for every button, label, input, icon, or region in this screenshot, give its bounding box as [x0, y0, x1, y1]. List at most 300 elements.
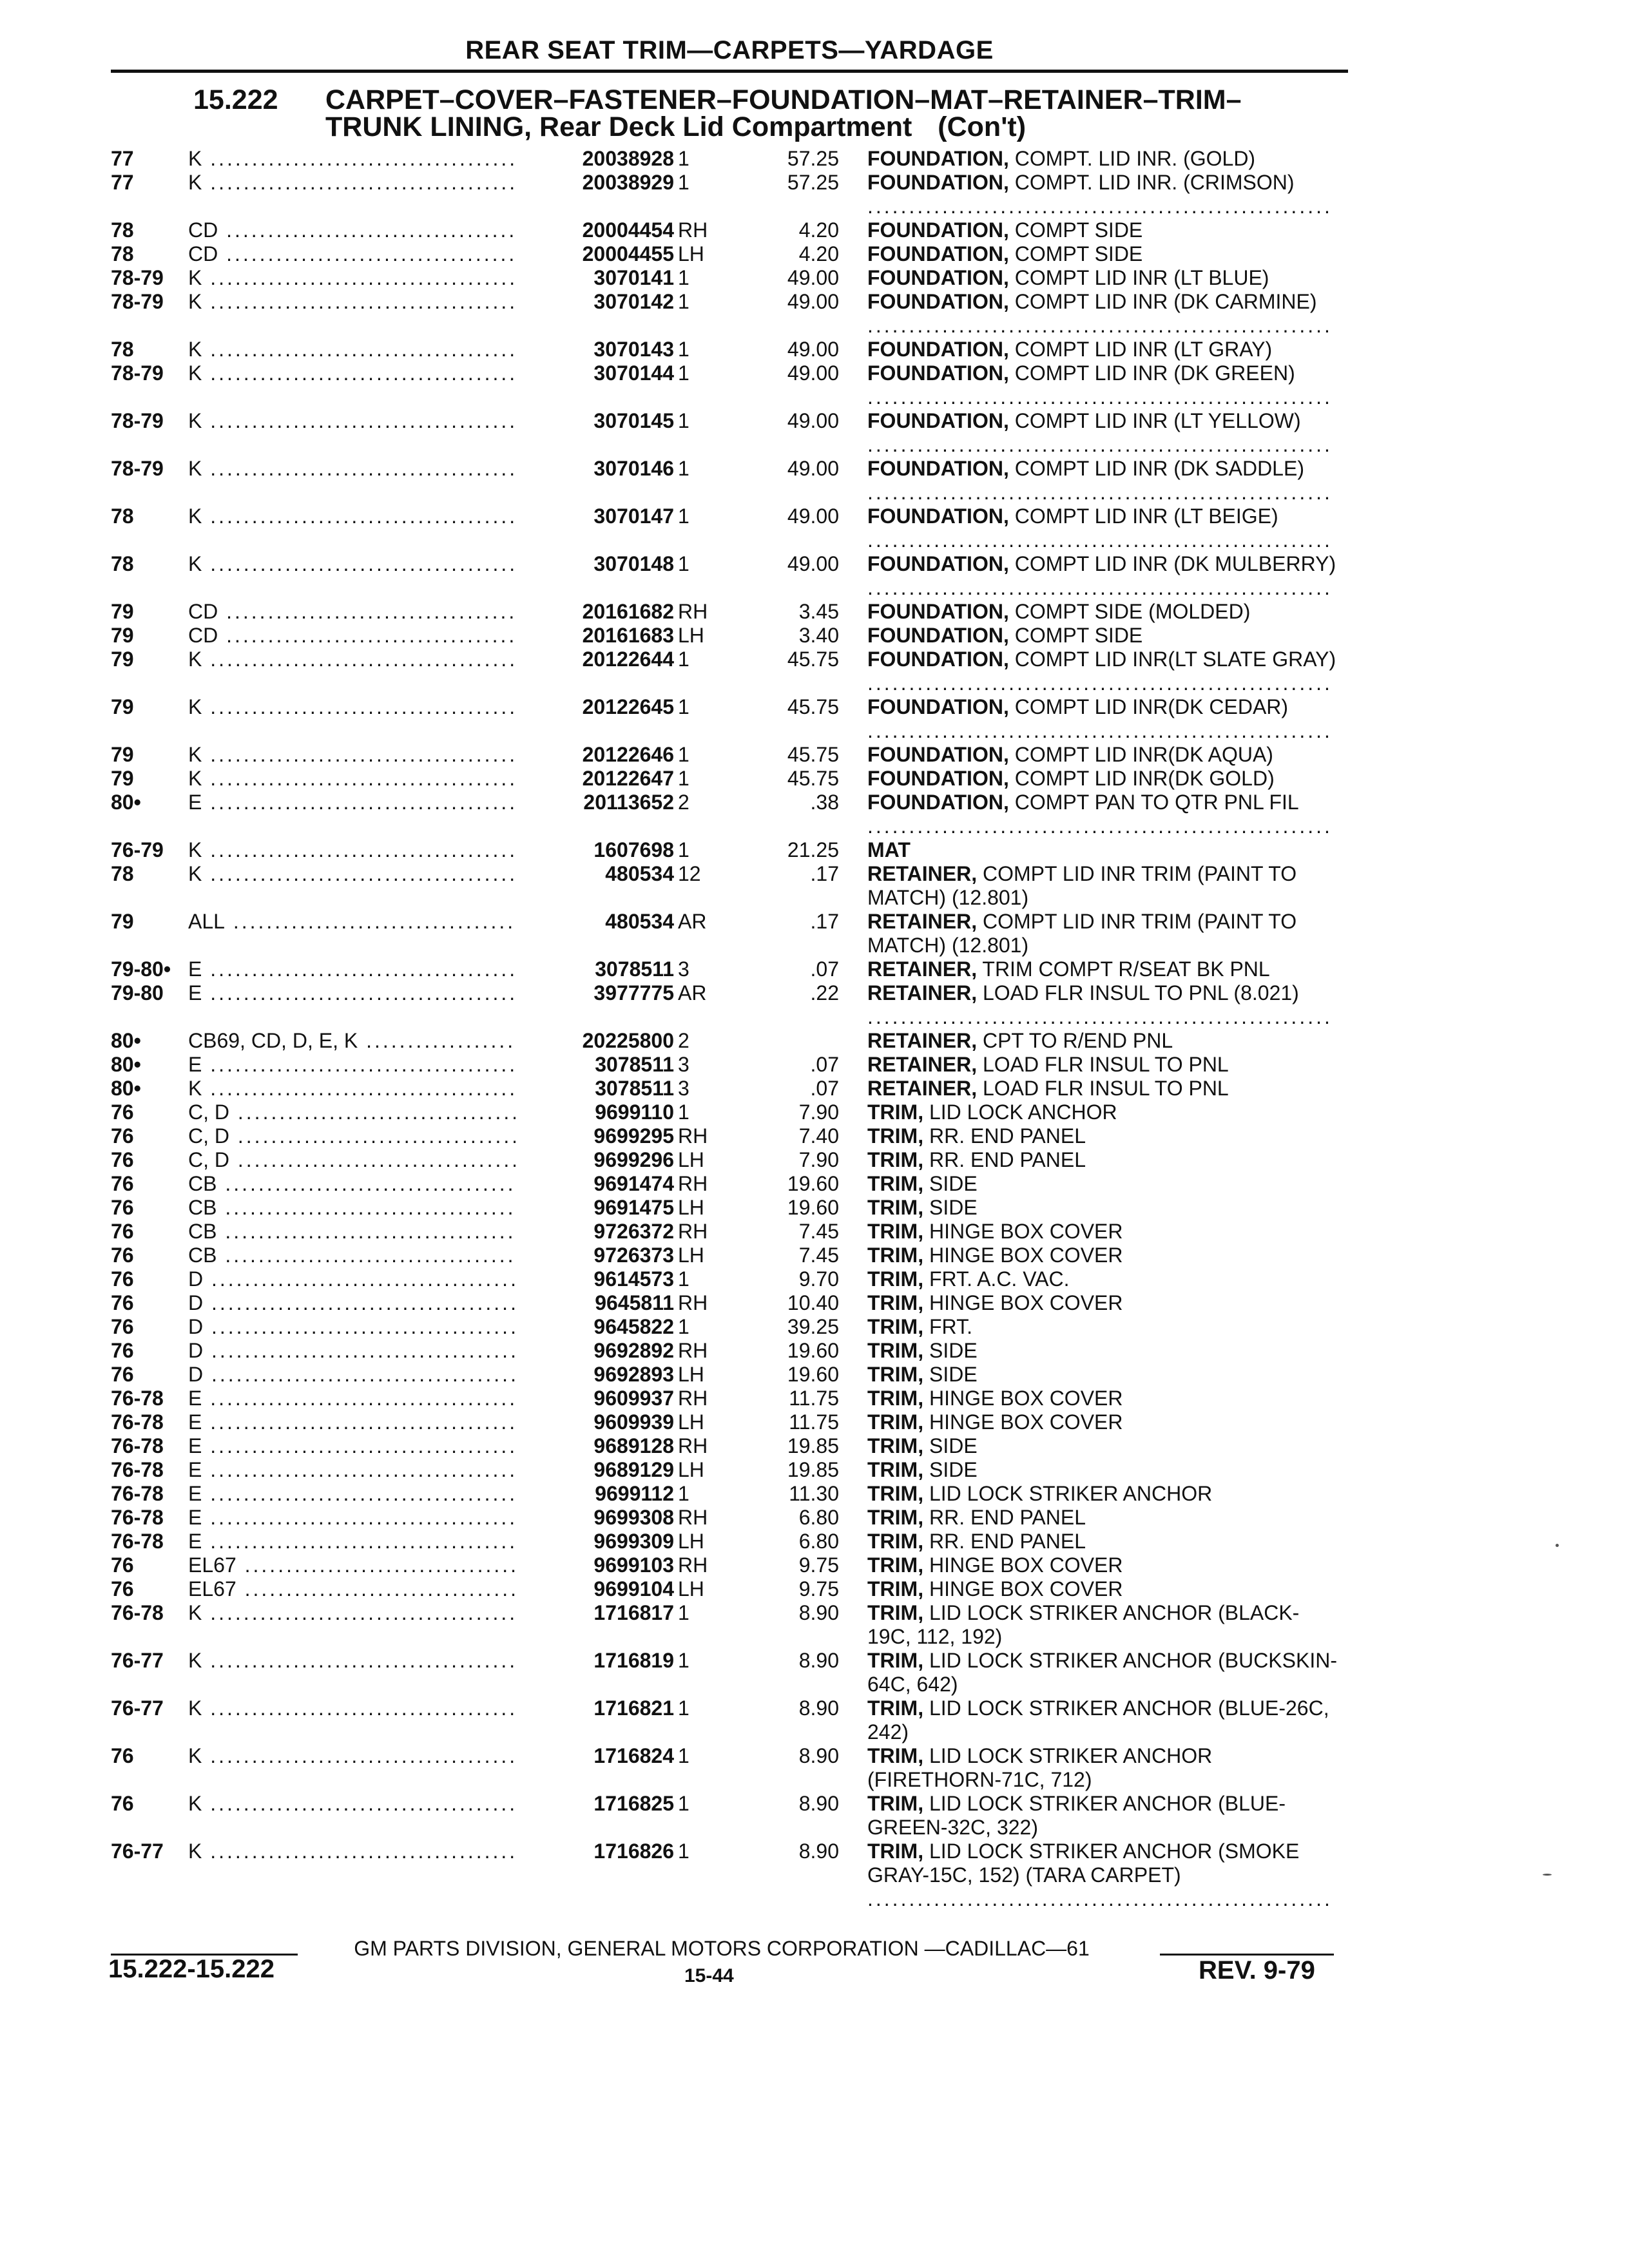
part-number: 3070144	[516, 361, 674, 385]
description	[867, 338, 1339, 361]
description-text: HINGE BOX COVER .....	[867, 1553, 1333, 1577]
model-year: 79	[111, 910, 134, 933]
quantity: 1	[678, 1792, 689, 1815]
part-number: 9699308	[516, 1506, 674, 1530]
body-style: K .....	[188, 338, 543, 361]
description-wrap	[867, 1506, 1339, 1530]
table-row	[0, 218, 1629, 242]
table-row	[0, 409, 1629, 457]
table-row	[0, 457, 1629, 505]
description	[867, 600, 1339, 624]
description	[867, 1148, 1339, 1172]
quantity: 3	[678, 1053, 689, 1076]
description-text: LID LOCK STRIKER ANCHOR (BLUE-26C, 242) .....	[867, 1696, 1333, 1744]
price: 3.45	[798, 600, 839, 623]
part-number: 20161682	[516, 600, 674, 624]
section-number: 15.222	[193, 84, 278, 115]
part-number: 3070141	[516, 266, 674, 290]
part-number: 9614573	[516, 1267, 674, 1291]
description-noun: TRIM,	[867, 1530, 924, 1553]
section-title-text: TRUNK LINING, Rear Deck Lid Compartment	[325, 111, 912, 142]
price: 45.75	[787, 648, 839, 671]
part-number: 3977775	[516, 981, 674, 1005]
description-noun: FOUNDATION,	[867, 338, 1009, 361]
description-wrap	[867, 624, 1339, 648]
model-year: 79	[111, 767, 134, 790]
description	[867, 1506, 1339, 1530]
price: 11.30	[789, 1482, 839, 1505]
description	[867, 242, 1339, 266]
quantity: 3	[678, 957, 689, 981]
description-text: HINGE BOX COVER .....	[867, 1387, 1333, 1410]
table-row	[0, 147, 1629, 171]
description	[867, 1792, 1339, 1840]
description-noun: RETAINER,	[867, 1029, 978, 1052]
description	[867, 1410, 1339, 1434]
description-wrap	[867, 361, 1339, 409]
description-wrap	[867, 767, 1339, 791]
description	[867, 1434, 1339, 1458]
table-row	[0, 505, 1629, 552]
description-wrap	[867, 1172, 1339, 1196]
part-number: 20225800	[516, 1029, 674, 1053]
description	[867, 1077, 1339, 1100]
footer-page-number: 15-44	[684, 1965, 734, 1986]
description	[867, 910, 1339, 957]
price: 19.60	[787, 1172, 839, 1195]
description-wrap	[867, 1434, 1339, 1458]
price: 9.75	[798, 1553, 839, 1577]
price: .17	[810, 910, 839, 933]
table-row	[0, 1124, 1629, 1148]
description-text: RR. END PANEL .....	[867, 1148, 1333, 1172]
table-row	[0, 695, 1629, 743]
model-year: 79	[111, 624, 134, 647]
quantity: LH	[678, 1148, 704, 1171]
description-wrap	[867, 218, 1339, 242]
model-year: 79	[111, 600, 134, 623]
model-year: 79	[111, 648, 134, 671]
description-text: RR. END PANEL .....	[867, 1506, 1333, 1530]
footer-section-range: 15.222-15.222	[108, 1955, 275, 1983]
part-number: 3078511	[516, 957, 674, 981]
description-wrap	[867, 1315, 1339, 1339]
description-text: COMPT LID INR (LT BEIGE) .....	[867, 505, 1333, 552]
description	[867, 1267, 1339, 1291]
model-year: 80•	[111, 1077, 141, 1100]
description	[867, 1220, 1339, 1244]
table-row	[0, 1553, 1629, 1577]
body-style: K .....	[188, 695, 543, 719]
body-style: EL67 .....	[188, 1577, 543, 1601]
model-year: 78	[111, 242, 134, 265]
price: 49.00	[787, 409, 839, 432]
description	[867, 791, 1339, 838]
description-text: LID LOCK STRIKER ANCHOR (SMOKE GRAY-15C, 152) (TARA CARPET) .....	[867, 1840, 1333, 1910]
header-rule	[111, 70, 1348, 73]
table-row	[0, 767, 1629, 791]
model-year: 79	[111, 743, 134, 766]
description-text: HINGE BOX COVER .....	[867, 1220, 1333, 1244]
description-wrap	[867, 695, 1339, 743]
description-text: COMPT SIDE .....	[867, 624, 1333, 648]
quantity: 1	[678, 743, 689, 766]
description-noun: TRIM,	[867, 1840, 924, 1863]
quantity: 1	[678, 361, 689, 385]
quantity: 1	[678, 1315, 689, 1338]
quantity: AR	[678, 981, 707, 1004]
part-number: 480534	[516, 910, 674, 934]
part-number: 9691474	[516, 1172, 674, 1196]
description-text: TRIM COMPT R/SEAT BK PNL .....	[867, 957, 1333, 981]
model-year: 80•	[111, 1053, 141, 1076]
body-style: K .....	[188, 1792, 543, 1816]
model-year: 78	[111, 552, 134, 575]
description-noun: FOUNDATION,	[867, 361, 1009, 385]
body-style: K .....	[188, 266, 543, 290]
description-noun: TRIM,	[867, 1100, 924, 1124]
price: 45.75	[787, 767, 839, 790]
description-wrap	[867, 1244, 1339, 1267]
table-row	[0, 1053, 1629, 1077]
body-style: D .....	[188, 1267, 543, 1291]
model-year: 79-80	[111, 981, 164, 1004]
table-row	[0, 981, 1629, 1029]
model-year: 76	[111, 1100, 134, 1124]
description-noun: FOUNDATION,	[867, 218, 1009, 242]
price: 9.75	[798, 1577, 839, 1600]
description	[867, 1196, 1339, 1220]
table-row	[0, 1696, 1629, 1744]
quantity: 1	[678, 1267, 689, 1291]
description-text: RR. END PANEL .....	[867, 1124, 1333, 1148]
description-noun: FOUNDATION,	[867, 242, 1009, 265]
description-wrap	[867, 600, 1339, 624]
description-text: LID LOCK STRIKER ANCHOR (BUCKSKIN-64C, 642) .....	[867, 1649, 1337, 1696]
body-style: K .....	[188, 648, 543, 671]
model-year: 78-79	[111, 361, 164, 385]
body-style: E .....	[188, 1387, 543, 1410]
part-number: 9609937	[516, 1387, 674, 1410]
description	[867, 1696, 1339, 1744]
part-number: 3070147	[516, 505, 674, 528]
description-wrap	[867, 1220, 1339, 1244]
part-number: 20122646	[516, 743, 674, 767]
description-text: COMPT. LID INR. (GOLD) .....	[867, 147, 1333, 171]
description-wrap	[867, 1482, 1339, 1506]
description-text: HINGE BOX COVER .....	[867, 1577, 1333, 1601]
table-row	[0, 600, 1629, 624]
quantity: RH	[678, 1291, 708, 1314]
description-wrap	[867, 171, 1339, 218]
model-year: 76	[111, 1124, 134, 1148]
description-text: COMPT LID INR TRIM (PAINT TO MATCH) (12.801) .....	[867, 862, 1333, 910]
part-number: 3070142	[516, 290, 674, 314]
description	[867, 1172, 1339, 1196]
quantity: RH	[678, 1172, 708, 1195]
description-wrap	[867, 147, 1339, 171]
table-row	[0, 1649, 1629, 1696]
description	[867, 361, 1339, 409]
table-row	[0, 1029, 1629, 1053]
quantity: 1	[678, 838, 689, 861]
description-noun: FOUNDATION,	[867, 266, 1009, 289]
model-year: 78-79	[111, 266, 164, 289]
quantity: 1	[678, 1601, 689, 1624]
part-number: 9689128	[516, 1434, 674, 1458]
description-wrap	[867, 1029, 1339, 1053]
description-text: RR. END PANEL .....	[867, 1530, 1333, 1553]
scan-speck	[1556, 1544, 1559, 1547]
table-row	[0, 1196, 1629, 1220]
table-row	[0, 862, 1629, 910]
quantity: RH	[678, 1220, 708, 1243]
description	[867, 743, 1339, 767]
price: 9.70	[798, 1267, 839, 1291]
description	[867, 1124, 1339, 1148]
table-row	[0, 1840, 1629, 1911]
description	[867, 624, 1339, 648]
description-noun: RETAINER,	[867, 910, 978, 933]
body-style: C, D .....	[188, 1124, 543, 1148]
description-text: COMPT SIDE .....	[867, 218, 1333, 242]
description-text: COMPT SIDE .....	[867, 242, 1333, 266]
table-row	[0, 242, 1629, 266]
part-number: 9699103	[516, 1553, 674, 1577]
price: 19.85	[787, 1458, 839, 1481]
quantity: RH	[678, 1434, 708, 1457]
description-text: COMPT SIDE (MOLDED) .....	[867, 600, 1333, 624]
model-year: 76	[111, 1792, 134, 1815]
table-row	[0, 1220, 1629, 1244]
price: 6.80	[798, 1530, 839, 1553]
model-year: 76-78	[111, 1458, 164, 1481]
model-year: 76	[111, 1220, 134, 1243]
table-row	[0, 957, 1629, 981]
description-wrap	[867, 1840, 1339, 1911]
description-wrap	[867, 1077, 1339, 1100]
description-wrap	[867, 1530, 1339, 1553]
description-wrap	[867, 1100, 1339, 1124]
model-year: 76-78	[111, 1410, 164, 1434]
table-row	[0, 1530, 1629, 1553]
description-wrap	[867, 266, 1339, 290]
part-number: 9609939	[516, 1410, 674, 1434]
description-text: LOAD FLR INSUL TO PNL .....	[867, 1053, 1333, 1077]
description-text: FRT. A.C. VAC. .....	[867, 1267, 1333, 1291]
description-wrap	[867, 957, 1339, 981]
quantity: LH	[678, 242, 704, 265]
price: 57.25	[787, 171, 839, 194]
quantity: 1	[678, 648, 689, 671]
part-number: 1716821	[516, 1696, 674, 1720]
description-text: HINGE BOX COVER .....	[867, 1291, 1333, 1315]
description-wrap	[867, 910, 1339, 957]
part-number: 9699295	[516, 1124, 674, 1148]
price: .38	[810, 791, 839, 814]
footer-revision: REV. 9-79	[1199, 1956, 1315, 1984]
quantity: 1	[678, 457, 689, 480]
body-style: D .....	[188, 1339, 543, 1363]
model-year: 78	[111, 505, 134, 528]
description-noun: FOUNDATION,	[867, 171, 1009, 194]
part-number: 20122644	[516, 648, 674, 671]
model-year: 78-79	[111, 290, 164, 313]
quantity: RH	[678, 1387, 708, 1410]
body-style: K .....	[188, 361, 543, 385]
body-style: K .....	[188, 743, 543, 767]
description-wrap	[867, 1387, 1339, 1410]
body-style: C, D .....	[188, 1100, 543, 1124]
part-number: 20004454	[516, 218, 674, 242]
price: .07	[810, 1053, 839, 1076]
part-number: 480534	[516, 862, 674, 886]
section-title-line1: CARPET–COVER–FASTENER–FOUNDATION–MAT–RETAINER–TRIM–	[325, 84, 1242, 115]
part-number: 20122645	[516, 695, 674, 719]
quantity: 1	[678, 767, 689, 790]
price: 8.90	[798, 1840, 839, 1863]
table-row	[0, 1744, 1629, 1792]
description	[867, 1601, 1339, 1649]
description	[867, 171, 1339, 218]
description	[867, 648, 1339, 695]
part-number: 9699309	[516, 1530, 674, 1553]
part-number: 3070146	[516, 457, 674, 481]
description	[867, 862, 1339, 910]
part-number: 20038929	[516, 171, 674, 195]
price: 19.60	[787, 1363, 839, 1386]
table-row	[0, 1363, 1629, 1387]
footer-rule-right	[1160, 1954, 1334, 1956]
quantity: 1	[678, 147, 689, 170]
table-row	[0, 1100, 1629, 1124]
price: 7.90	[798, 1100, 839, 1124]
part-number: 9689129	[516, 1458, 674, 1482]
quantity: LH	[678, 1196, 704, 1219]
model-year: 76-78	[111, 1506, 164, 1529]
price: 8.90	[798, 1649, 839, 1672]
description	[867, 1291, 1339, 1315]
model-year: 76	[111, 1744, 134, 1767]
description-noun: TRIM,	[867, 1124, 924, 1148]
table-row	[0, 1172, 1629, 1196]
description	[867, 1553, 1339, 1577]
table-row	[0, 624, 1629, 648]
description	[867, 266, 1339, 290]
footer-publisher: GM PARTS DIVISION, GENERAL MOTORS CORPORATION —CADILLAC—61	[354, 1937, 1090, 1960]
description-noun: FOUNDATION,	[867, 767, 1009, 790]
body-style: CD .....	[188, 218, 543, 242]
description-text: SIDE .....	[867, 1339, 1333, 1363]
price: 21.25	[787, 838, 839, 861]
description-text: LID LOCK STRIKER ANCHOR (BLUE-GREEN-32C, 322) .....	[867, 1792, 1333, 1840]
quantity: LH	[678, 624, 704, 647]
description-text: COMPT. LID INR. (CRIMSON) .....	[867, 171, 1333, 218]
body-style: K .....	[188, 290, 543, 314]
model-year: 78-79	[111, 457, 164, 480]
description-wrap	[867, 409, 1339, 457]
part-number: 1716824	[516, 1744, 674, 1768]
table-row	[0, 1506, 1629, 1530]
part-number: 3078511	[516, 1077, 674, 1100]
body-style: K .....	[188, 409, 543, 433]
description-noun: FOUNDATION,	[867, 552, 1009, 575]
description-wrap	[867, 1124, 1339, 1148]
description-text: CPT TO R/END PNL .....	[867, 1029, 1333, 1053]
description-noun: FOUNDATION,	[867, 695, 1009, 718]
description-wrap	[867, 1339, 1339, 1363]
body-style: K .....	[188, 457, 543, 481]
part-number: 9699110	[516, 1100, 674, 1124]
description-noun: RETAINER,	[867, 981, 978, 1004]
description	[867, 1339, 1339, 1363]
description-noun: FOUNDATION,	[867, 505, 1009, 528]
quantity: 1	[678, 1100, 689, 1124]
price: 49.00	[787, 361, 839, 385]
part-number: 20113652	[516, 791, 674, 814]
part-number: 9692893	[516, 1363, 674, 1387]
table-row	[0, 266, 1629, 290]
price: 49.00	[787, 338, 839, 361]
body-style: K .....	[188, 767, 543, 791]
description-text: COMPT LID INR(DK GOLD) .....	[867, 767, 1333, 791]
description-noun: FOUNDATION,	[867, 743, 1009, 766]
model-year: 79-80•	[111, 957, 171, 981]
price: 49.00	[787, 266, 839, 289]
body-style: CD .....	[188, 242, 543, 266]
price: 7.40	[798, 1124, 839, 1148]
description-wrap	[867, 1792, 1339, 1840]
quantity: LH	[678, 1410, 704, 1434]
description-text: COMPT LID INR TRIM (PAINT TO MATCH) (12.801) .....	[867, 910, 1333, 957]
body-style: C, D .....	[188, 1148, 543, 1172]
description-wrap	[867, 862, 1339, 910]
description-noun: TRIM,	[867, 1315, 924, 1338]
description-wrap	[867, 1267, 1339, 1291]
description-wrap	[867, 1601, 1339, 1649]
quantity: 1	[678, 266, 689, 289]
body-style: CD .....	[188, 600, 543, 624]
model-year: 78	[111, 218, 134, 242]
part-number: 9645811	[516, 1291, 674, 1315]
body-style: K .....	[188, 1840, 543, 1863]
price: 45.75	[787, 695, 839, 718]
description-text: COMPT LID INR (LT BLUE) .....	[867, 266, 1333, 290]
description-wrap	[867, 552, 1339, 600]
description	[867, 838, 1339, 862]
description-noun: TRIM,	[867, 1244, 924, 1267]
description-noun: TRIM,	[867, 1291, 924, 1314]
table-row	[0, 1458, 1629, 1482]
description-text: COMPT LID INR (DK SADDLE) .....	[867, 457, 1333, 504]
part-number: 3078511	[516, 1053, 674, 1077]
table-row	[0, 1244, 1629, 1267]
model-year: 76	[111, 1244, 134, 1267]
quantity: LH	[678, 1458, 704, 1481]
description	[867, 1244, 1339, 1267]
description-noun: TRIM,	[867, 1792, 924, 1815]
quantity: 3	[678, 1077, 689, 1100]
description-noun: TRIM,	[867, 1339, 924, 1362]
body-style: K .....	[188, 862, 543, 886]
quantity: 2	[678, 1029, 689, 1052]
description-wrap	[867, 1363, 1339, 1387]
description-wrap	[867, 1696, 1339, 1744]
body-style: D .....	[188, 1291, 543, 1315]
quantity: 1	[678, 505, 689, 528]
description-noun: TRIM,	[867, 1458, 924, 1481]
parts-table	[0, 147, 1629, 1911]
